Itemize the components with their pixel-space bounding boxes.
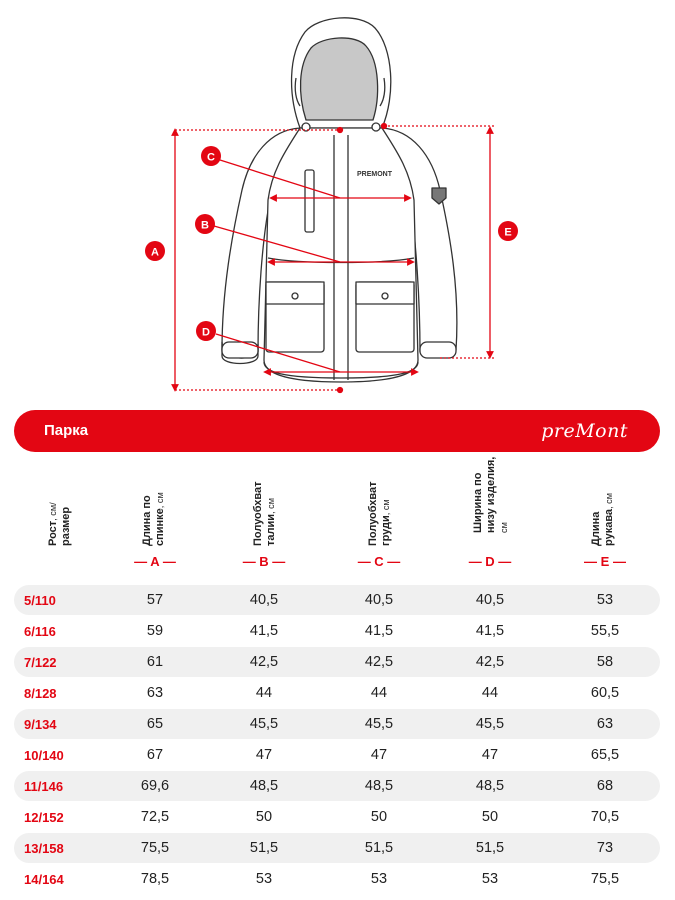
waist-cell: 51,5	[249, 840, 279, 856]
table-row	[14, 647, 660, 677]
size-cell: 8/128	[24, 686, 57, 701]
badge-e	[498, 221, 518, 241]
table-row	[14, 740, 660, 770]
parka-diagram	[0, 0, 675, 400]
chest-cell: 48,5	[364, 778, 394, 794]
column-letter-b: — B —	[242, 554, 286, 569]
waist-cell: 48,5	[249, 778, 279, 794]
hem-width-cell: 41,5	[475, 623, 505, 639]
hem-width-cell: 50	[481, 809, 499, 825]
hem-width-cell: 45,5	[475, 716, 505, 732]
hem-width-cell: 42,5	[475, 654, 505, 670]
back-length-cell: 57	[146, 592, 164, 608]
hem-width-cell: 51,5	[475, 840, 505, 856]
back-length-cell: 61	[146, 654, 164, 670]
size-cell: 13/158	[24, 841, 64, 856]
back-length-cell: 59	[146, 623, 164, 639]
sleeve-length-cell: 60,5	[590, 685, 620, 701]
waist-cell: 47	[255, 747, 273, 763]
column-letter-d: — D —	[468, 554, 512, 569]
column-letter-e: — E —	[584, 554, 626, 569]
sleeve-length-cell: 53	[596, 592, 614, 608]
table-row	[14, 585, 660, 615]
svg-text:B: B	[201, 219, 209, 232]
size-cell: 12/152	[24, 810, 64, 825]
badge-c	[201, 146, 221, 166]
table-row	[14, 771, 660, 801]
product-title: Парка	[44, 422, 89, 439]
column-letter-c: — C —	[357, 554, 401, 569]
sleeve-length-cell: 65,5	[590, 747, 620, 763]
sleeve-length-cell: 68	[596, 778, 614, 794]
back-length-cell: 72,5	[140, 809, 170, 825]
badge-a	[145, 241, 165, 261]
sleeve-length-cell: 73	[596, 840, 614, 856]
size-cell: 5/110	[24, 593, 56, 608]
chest-cell: 42,5	[364, 654, 394, 670]
header-height-size: Рост, см/ размер	[47, 502, 72, 546]
header-hem-width: Ширина по низу изделия, см	[472, 456, 509, 533]
waist-cell: 41,5	[249, 623, 279, 639]
chest-cell: 41,5	[364, 623, 394, 639]
sleeve-length-cell: 63	[596, 716, 614, 732]
back-length-cell: 67	[146, 747, 164, 763]
chest-cell: 47	[370, 747, 388, 763]
back-length-cell: 75,5	[140, 840, 170, 856]
chest-cell: 51,5	[364, 840, 394, 856]
column-letter-a: — A —	[134, 554, 176, 569]
sleeve-length-cell: 58	[596, 654, 614, 670]
size-cell: 9/134	[24, 717, 57, 732]
svg-text:A: A	[151, 246, 159, 259]
back-length-cell: 65	[146, 716, 164, 732]
hem-width-cell: 44	[481, 685, 499, 701]
waist-cell: 42,5	[249, 654, 279, 670]
logo-text: PREMONT	[357, 171, 392, 178]
back-length-cell: 78,5	[140, 871, 170, 887]
chest-cell: 45,5	[364, 716, 394, 732]
hem-width-cell: 47	[481, 747, 499, 763]
table-row	[14, 616, 660, 646]
badge-d	[196, 321, 216, 341]
size-cell: 6/116	[24, 624, 56, 639]
hem-width-cell: 48,5	[475, 778, 505, 794]
svg-text:C: C	[207, 151, 215, 164]
table-row	[14, 833, 660, 863]
back-length-cell: 63	[146, 685, 164, 701]
chest-cell: 53	[370, 871, 388, 887]
svg-text:E: E	[504, 226, 512, 239]
table-row	[14, 864, 660, 894]
badge-b	[195, 214, 215, 234]
sleeve-length-cell: 75,5	[590, 871, 620, 887]
table-row	[14, 678, 660, 708]
size-cell: 14/164	[24, 872, 64, 887]
size-cell: 11/146	[24, 779, 64, 794]
product-banner	[14, 410, 660, 452]
brand-logo: preMont	[541, 420, 628, 442]
size-cell: 7/122	[24, 655, 57, 670]
chest-cell: 40,5	[364, 592, 394, 608]
waist-cell: 45,5	[249, 716, 279, 732]
chest-cell: 44	[370, 685, 388, 701]
waist-cell: 44	[255, 685, 273, 701]
waist-cell: 53	[255, 871, 273, 887]
header-back-length: Длина по спинке, см	[141, 492, 166, 546]
table-row	[14, 802, 660, 832]
size-cell: 10/140	[24, 748, 64, 763]
waist-cell: 40,5	[249, 592, 279, 608]
header-sleeve-length: Длина рукава, см	[590, 492, 615, 546]
header-waist: Полуобхват талии, см	[252, 481, 277, 546]
sleeve-length-cell: 55,5	[590, 623, 620, 639]
back-length-cell: 69,6	[140, 778, 170, 794]
parka-drawing	[222, 18, 457, 382]
hem-width-cell: 40,5	[475, 592, 505, 608]
chest-cell: 50	[370, 809, 388, 825]
table-row	[14, 709, 660, 739]
sleeve-length-cell: 70,5	[590, 809, 620, 825]
header-chest: Полуобхват груди, см	[367, 481, 392, 546]
svg-text:D: D	[202, 326, 210, 339]
hem-width-cell: 53	[481, 871, 499, 887]
waist-cell: 50	[255, 809, 273, 825]
